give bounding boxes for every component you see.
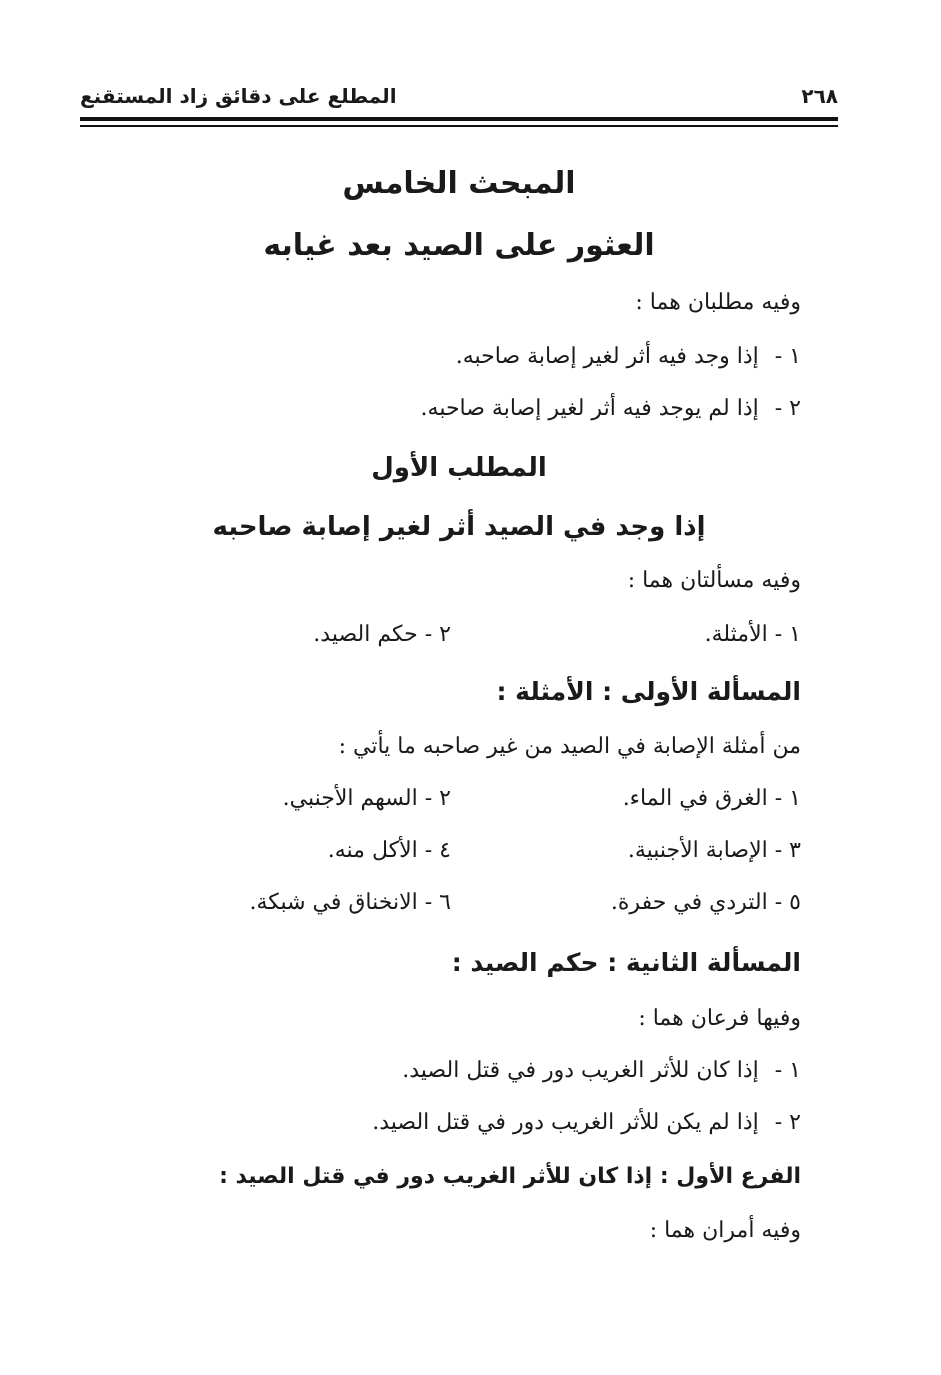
far-1-title: الفرع الأول : إذا كان للأثر الغريب دور في قتل الصيد :	[219, 1164, 801, 1189]
matlab-1-lead: وفيه مسألتان هما :	[627, 568, 801, 593]
intro-item-1-text: إذا وجد فيه أثر لغير إصابة صاحبه.	[455, 344, 759, 369]
matlab-1-subtitle: إذا وجد في الصيد أثر لغير إصابة صاحبه	[212, 512, 706, 542]
masala-2-item-2-text: إذا لم يكن للأثر الغريب دور في قتل الصيد.	[372, 1110, 759, 1135]
book-title: المطلع على دقائق زاد المستقنع	[80, 84, 397, 108]
running-header	[80, 80, 838, 112]
masala-1-title: المسألة الأولى : الأمثلة :	[496, 677, 801, 706]
intro-item-2-number: ٢ -	[774, 396, 801, 421]
page-number: ٢٦٨	[801, 84, 838, 108]
header-rule-thin	[80, 125, 838, 127]
intro-item-2-text: إذا لم يوجد فيه أثر لغير إصابة صاحبه.	[420, 396, 759, 421]
masala-1-example-1: ١ - الغرق في الماء.	[622, 786, 801, 811]
masala-1-example-4: ٤ - الأكل منه.	[327, 838, 451, 863]
masala-1-example-5: ٥ - التردي في حفرة.	[610, 890, 801, 915]
chapter-subtitle: العثور على الصيد بعد غيابه	[263, 228, 655, 263]
masala-1-example-6: ٦ - الانخناق في شبكة.	[249, 890, 451, 915]
masala-2-item-2-number: ٢ -	[774, 1110, 801, 1135]
masala-2-lead: وفيها فرعان هما :	[638, 1006, 801, 1031]
header-rule-thick	[80, 117, 838, 121]
intro-item-2	[421, 396, 801, 421]
masala-2-item-2	[372, 1110, 801, 1135]
masala-1-example-2: ٢ - السهم الأجنبي.	[282, 786, 451, 811]
masala-2-title: المسألة الثانية : حكم الصيد :	[451, 948, 801, 977]
chapter-title: المبحث الخامس	[342, 166, 576, 201]
intro-item-1	[456, 344, 801, 369]
matlab-1-item-1: ١ - الأمثلة.	[704, 622, 801, 647]
masala-2-item-1-text: إذا كان للأثر الغريب دور في قتل الصيد.	[402, 1058, 759, 1083]
intro-lead: وفيه مطلبان هما :	[635, 290, 801, 315]
matlab-1-title: المطلب الأول	[371, 453, 547, 483]
intro-item-1-number: ١ -	[774, 344, 801, 369]
masala-1-example-3: ٣ - الإصابة الأجنبية.	[627, 838, 801, 863]
masala-2-item-1	[402, 1058, 801, 1083]
far-1-lead: وفيه أمران هما :	[649, 1218, 801, 1243]
matlab-1-item-2: ٢ - حكم الصيد.	[313, 622, 451, 647]
masala-1-lead: من أمثلة الإصابة في الصيد من غير صاحبه ما يأتي :	[338, 734, 801, 759]
masala-2-item-1-number: ١ -	[774, 1058, 801, 1083]
